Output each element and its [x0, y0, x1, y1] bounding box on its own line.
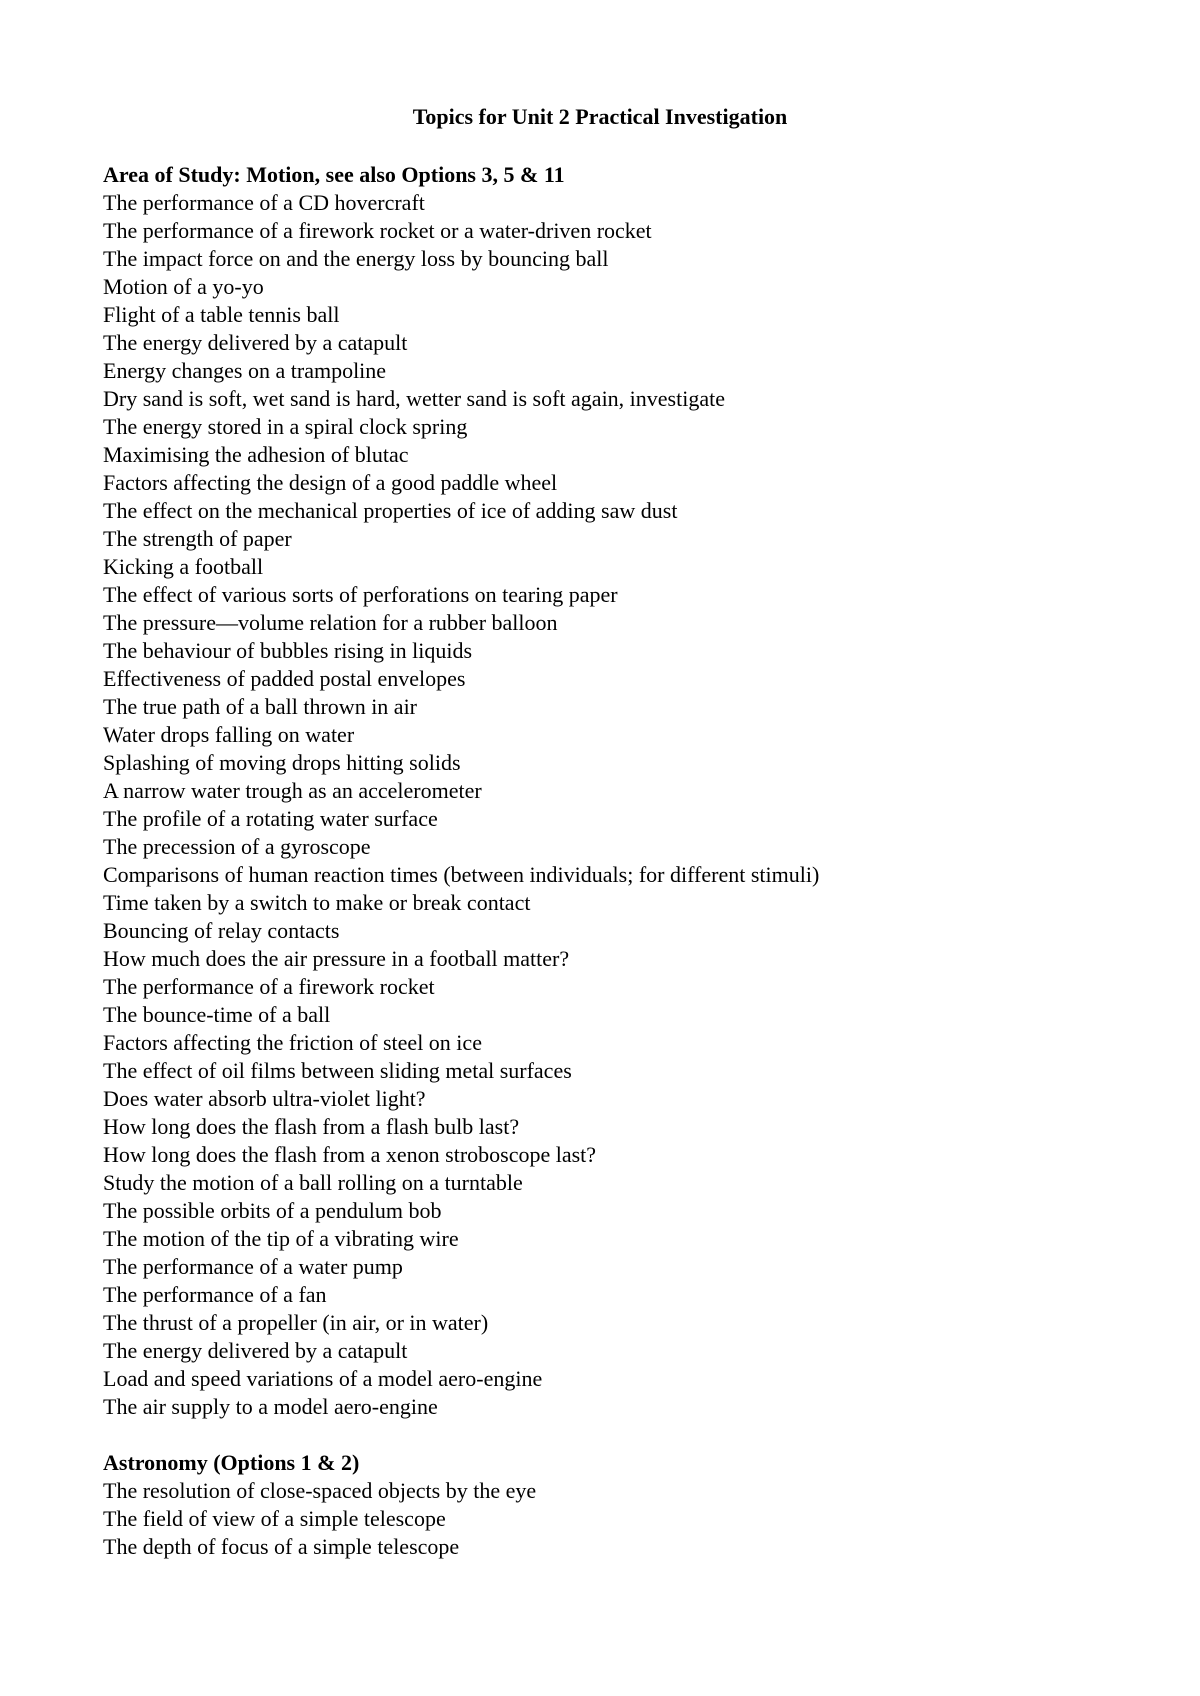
topic-list: [103, 189, 1103, 1421]
topic-item: Water drops falling on water: [103, 722, 355, 747]
section-heading: Astronomy (Options 1 & 2): [103, 1450, 360, 1475]
topic-item: The field of view of a simple telescope: [103, 1506, 446, 1531]
topic-item: The true path of a ball thrown in air: [103, 694, 418, 719]
topic-item: Load and speed variations of a model aero-engine: [103, 1366, 543, 1391]
topic-item: The air supply to a model aero-engine: [103, 1394, 438, 1419]
topic-item: The energy delivered by a catapult: [103, 1338, 408, 1363]
topic-item: The impact force on and the energy loss by bouncing ball: [103, 246, 609, 271]
topic-item: The performance of a firework rocket: [103, 974, 435, 999]
topic-item: The energy stored in a spiral clock spring: [103, 414, 468, 439]
topic-item: The depth of focus of a simple telescope: [103, 1534, 460, 1559]
topic-item: Splashing of moving drops hitting solids: [103, 750, 461, 775]
topic-item: Factors affecting the design of a good paddle wheel: [103, 470, 558, 495]
topic-item: The effect of various sorts of perforations on tearing paper: [103, 582, 618, 607]
topic-item: The energy delivered by a catapult: [103, 330, 408, 355]
section-astronomy: [103, 1449, 1103, 1561]
topic-item: The possible orbits of a pendulum bob: [103, 1198, 442, 1223]
topic-item: The bounce-time of a ball: [103, 1002, 331, 1027]
topic-item: The precession of a gyroscope: [103, 834, 371, 859]
topic-item: The strength of paper: [103, 526, 292, 551]
topic-item: Kicking a football: [103, 554, 264, 579]
topic-item: The performance of a fan: [103, 1282, 327, 1307]
topic-item: The profile of a rotating water surface: [103, 806, 438, 831]
topic-item: The performance of a CD hovercraft: [103, 190, 425, 215]
topic-item: How long does the flash from a xenon stroboscope last?: [103, 1142, 597, 1167]
topic-item: The performance of a firework rocket or a water-driven rocket: [103, 218, 652, 243]
topic-item: Maximising the adhesion of blutac: [103, 442, 409, 467]
topic-item: The effect of oil films between sliding metal surfaces: [103, 1058, 572, 1083]
topic-item: The effect on the mechanical properties of ice of adding saw dust: [103, 498, 678, 523]
topic-item: The motion of the tip of a vibrating wire: [103, 1226, 459, 1251]
topic-item: The behaviour of bubbles rising in liquids: [103, 638, 473, 663]
topic-item: The pressure—volume relation for a rubber balloon: [103, 610, 558, 635]
topic-item: Flight of a table tennis ball: [103, 302, 340, 327]
topic-item: Study the motion of a ball rolling on a turntable: [103, 1170, 523, 1195]
topic-item: Effectiveness of padded postal envelopes: [103, 666, 466, 691]
topic-item: The performance of a water pump: [103, 1254, 403, 1279]
topic-item: Does water absorb ultra-violet light?: [103, 1086, 426, 1111]
topic-item: Bouncing of relay contacts: [103, 918, 340, 943]
topic-item: How long does the flash from a flash bulb last?: [103, 1114, 520, 1139]
topic-item: Comparisons of human reaction times (between individuals; for different stimuli): [103, 862, 820, 887]
topic-item: How much does the air pressure in a football matter?: [103, 946, 570, 971]
topic-list: [103, 1477, 1103, 1561]
topic-item: Energy changes on a trampoline: [103, 358, 387, 383]
topic-item: The thrust of a propeller (in air, or in water): [103, 1310, 489, 1335]
section-spacer: [103, 1421, 1103, 1449]
topic-item: A narrow water trough as an accelerometer: [103, 778, 482, 803]
section-heading: Area of Study: Motion, see also Options 3, 5 & 11: [103, 162, 565, 187]
topic-item: Factors affecting the friction of steel on ice: [103, 1030, 482, 1055]
page-title: Topics for Unit 2 Practical Investigation: [412, 104, 788, 129]
section-motion: [103, 161, 1103, 1421]
topic-item: Motion of a yo-yo: [103, 274, 264, 299]
topic-item: The resolution of close-spaced objects by the eye: [103, 1478, 537, 1503]
topic-item: Time taken by a switch to make or break contact: [103, 890, 531, 915]
document-body: [103, 161, 1103, 1561]
topic-item: Dry sand is soft, wet sand is hard, wetter sand is soft again, investigate: [103, 386, 725, 411]
